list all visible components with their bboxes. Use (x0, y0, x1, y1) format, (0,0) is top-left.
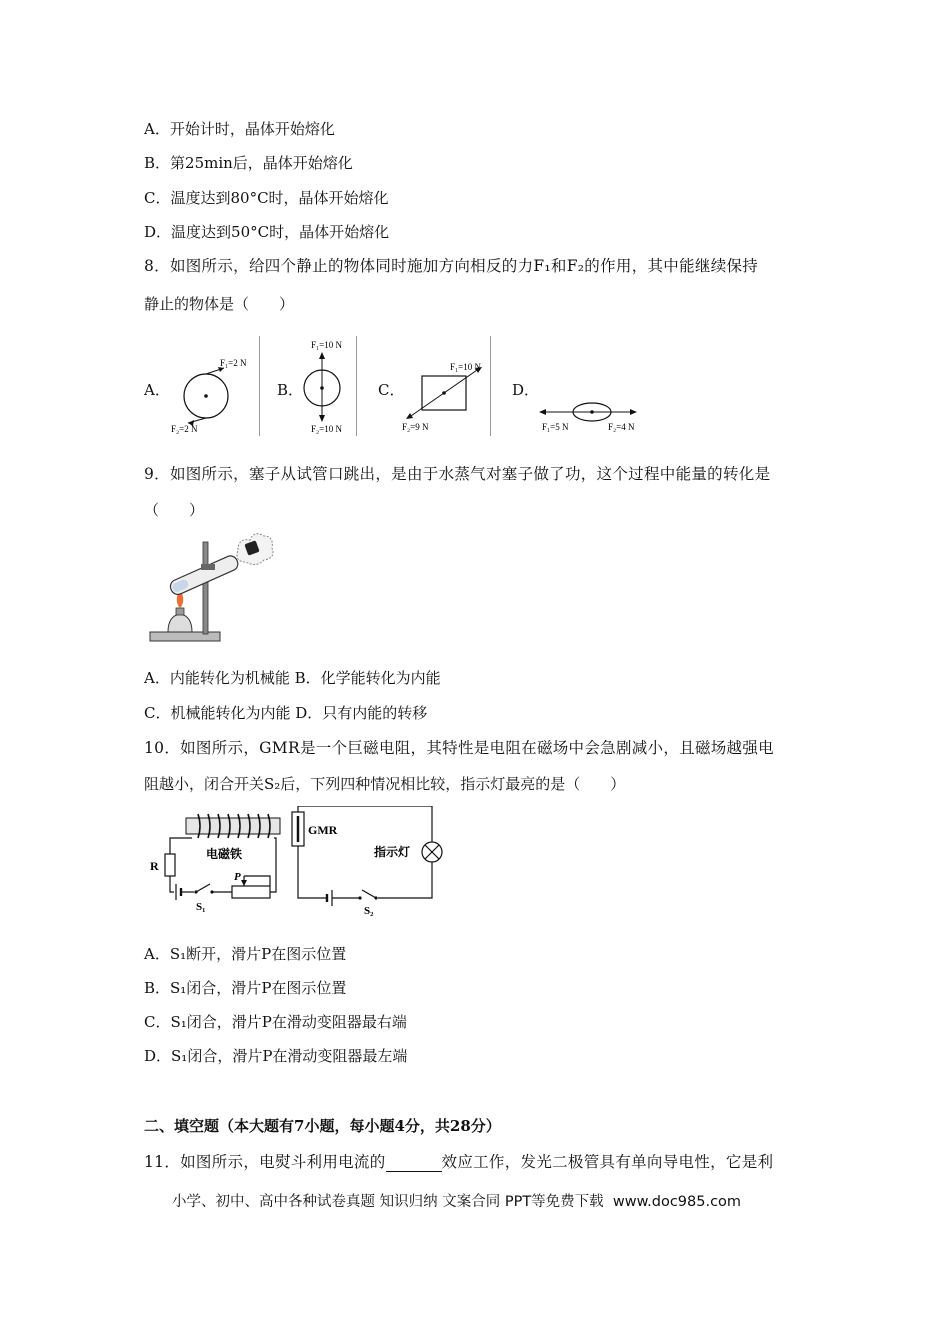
q8-b-force2: F₂=10 N (311, 424, 342, 434)
q11-stem (144, 1152, 773, 1172)
q9-stem: 9．如图所示，塞子从试管口跳出，是由于水蒸气对塞子做了功，这个过程中能量的转化是 (144, 465, 771, 483)
page-footer: 小学、初中、高中各种试卷真题 知识归纳 文案合同 PPT等免费下载 www.doc985.com (172, 1194, 742, 1210)
q10-option-d: D．S₁闭合，滑片P在滑动变阻器最左端 (144, 1047, 408, 1065)
q11-stem-end: 效应工作，发光二极管具有单向导电性，它是利 (441, 1153, 774, 1171)
q8-label-d: D． (512, 381, 540, 399)
q10-stem-cont: 阻越小，闭合开关S₂后，下列四种情况相比较，指示灯最亮的是（ ） (144, 775, 626, 793)
q8-d-force1: F₁=5 N (542, 422, 569, 432)
q10-option-a: A．S₁断开，滑片P在图示位置 (144, 945, 347, 963)
electromagnet-label: 电磁铁 (206, 847, 243, 861)
q8-label-c: C． (378, 381, 405, 399)
q9-options-cd: C．机械能转化为内能 D．只有内能的转移 (144, 704, 428, 722)
section-2-title: 二、填空题（本大题有7小题，每小题4分，共28分） (144, 1117, 501, 1135)
resistor-label: R (150, 859, 159, 873)
q8-label-a: A． (144, 381, 170, 399)
q8-stem-cont: 静止的物体是（ ） (144, 295, 295, 313)
q10-stem: 10．如图所示，GMR是一个巨磁电阻，其特性是电阻在磁场中会急剧减小，且磁场越强电 (144, 739, 774, 757)
q8-label-b: B． (277, 381, 304, 399)
q8-b-force1: F₁=10 N (311, 340, 342, 350)
q7-option-a: A．开始计时，晶体开始熔化 (144, 120, 335, 138)
gmr-circuit-diagram (146, 806, 446, 916)
q8-a-force1: F₁=2 N (220, 358, 247, 368)
q8-c-force2: F₂=9 N (402, 422, 429, 432)
q8-divider (259, 336, 260, 436)
q8-d-force2: F₂=4 N (608, 422, 635, 432)
slider-p-label: P (234, 871, 241, 883)
q7-option-b: B．第25min后，晶体开始熔化 (144, 154, 353, 172)
lamp-label: 指示灯 (374, 845, 411, 859)
q11-stem-start: 11．如图所示，电熨斗利用电流的 (144, 1153, 386, 1171)
q8-figure-c (398, 360, 490, 436)
switch-s2-label: S₂ (364, 905, 374, 916)
switch-s1-label: S₁ (196, 901, 206, 913)
q8-stem: 8．如图所示，给四个静止的物体同时施加方向相反的力F₁和F₂的作用，其中能继续保持 (144, 257, 759, 275)
q8-figure-d (536, 400, 654, 436)
q8-a-force2: F₂=2 N (171, 424, 198, 434)
q8-figure-a (166, 350, 258, 436)
q9-stem-cont: （ ） (144, 501, 205, 519)
answer-blank[interactable] (386, 1155, 442, 1172)
q10-option-b: B．S₁闭合，滑片P在图示位置 (144, 979, 347, 997)
q9-options-ab: A．内能转化为机械能 B．化学能转化为内能 (144, 669, 441, 687)
q7-option-c: C．温度达到80°C时，晶体开始熔化 (144, 189, 389, 207)
q8-divider (356, 336, 357, 436)
q8-divider (490, 336, 491, 436)
test-tube-illustration (146, 528, 276, 652)
q10-option-c: C．S₁闭合，滑片P在滑动变阻器最右端 (144, 1013, 407, 1031)
q7-option-d: D．温度达到50°C时，晶体开始熔化 (144, 223, 390, 241)
gmr-label: GMR (308, 823, 338, 837)
q8-figure-b (296, 338, 356, 436)
q8-c-force1: F₁=10 N (450, 362, 481, 372)
